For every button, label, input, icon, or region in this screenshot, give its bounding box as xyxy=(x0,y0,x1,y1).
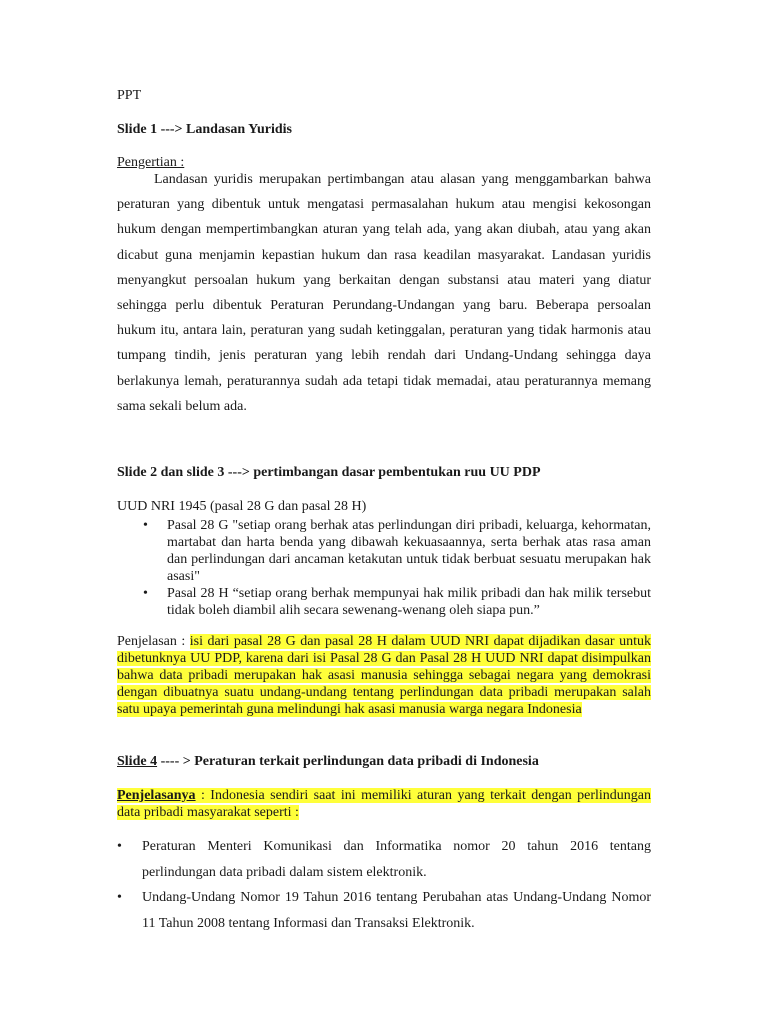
list-item xyxy=(117,585,651,619)
slide4-explanation-text: : Indonesia sendiri saat ini memiliki aturan yang terkait dengan perlindungan data pribadi masyarakat seperti : xyxy=(117,788,651,820)
list-item xyxy=(117,885,651,936)
slide4-explanation-label: Penjelasanya xyxy=(117,788,196,803)
slide4-heading-rest: ---- > Peraturan terkait perlindungan data pribadi di Indonesia xyxy=(157,754,539,769)
slide1-subheading: Pengertian : xyxy=(117,155,185,170)
slide2-explanation xyxy=(117,633,651,718)
bullet-icon: • xyxy=(117,839,122,854)
list-item-text: Undang-Undang Nomor 19 Tahun 2016 tentang Perubahan atas Undang-Undang Nomor 11 Tahun 2008 tentang Informasi dan Transaksi Elektronik. xyxy=(142,890,651,931)
list-item xyxy=(117,834,651,885)
bullet-icon: • xyxy=(143,518,148,533)
bullet-icon: • xyxy=(143,586,148,601)
highlighted-explanation: isi dari pasal 28 G dan pasal 28 H dalam UUD NRI dapat dijadikan dasar untuk dibetunknya UU PDP, karena dari isi Pasal 28 G dan Pasal 28 H UUD NRI dapat disimpulkan bahwa data pribadi merupakan hak asasi manusia sehingga sebagai negara yang demokrasi dengan dibuatnya suatu undang-undang tentang perlindungan data pribadi merupakan salah satu upaya pemerintah guna melindungi hak asasi manusia warga negara Indonesia xyxy=(117,634,651,717)
list-item-text: Pasal 28 G "setiap orang berhak atas perlindungan diri pribadi, keluarga, kehormatan, martabat dan harta benda yang dibawah kekuasaannya, serta berhak atas rasa aman dan perlindungan dari ancaman ketakutan untuk tidak berbuat sesuatu merupakan hak asasi" xyxy=(167,518,651,584)
slide4-heading xyxy=(117,754,539,770)
explanation-label: Penjelasan : xyxy=(117,634,190,649)
list-item-text: Peraturan Menteri Komunikasi dan Informatika nomor 20 tahun 2016 tentang perlindungan data pribadi dalam sistem elektronik. xyxy=(142,839,651,880)
slide4-explanation xyxy=(117,787,651,821)
list-item xyxy=(117,517,651,585)
slide2-heading: Slide 2 dan slide 3 ---> pertimbangan dasar pembentukan ruu UU PDP xyxy=(117,465,541,480)
slide2-intro: UUD NRI 1945 (pasal 28 G dan pasal 28 H) xyxy=(117,499,367,514)
slide2-bullet-list xyxy=(117,517,651,619)
bullet-icon: • xyxy=(117,890,122,905)
list-item-text: Pasal 28 H “setiap orang berhak mempunyai hak milik pribadi dan hak milik tersebut tidak boleh diambil alih secara sewenang-wenang oleh siapa pun.” xyxy=(167,586,651,618)
slide1-paragraph: Landasan yuridis merupakan pertimbangan atau alasan yang menggambarkan bahwa peraturan yang dibentuk untuk mengatasi permasalahan hukum atau mengisi kekosongan hukum dengan mempertimbangkan aturan yang telah ada, yang akan diubah, atau yang akan dicabut guna menjamin kepastian hukum dan rasa keadilan masyarakat. Landasan yuridis menyangkut persoalan hukum yang berkaitan dengan substansi atau materi yang diatur sehingga perlu dibentuk Peraturan Perundang-Undangan yang baru. Beberapa persoalan hukum itu, antara lain, peraturan yang sudah ketinggalan, peraturan yang tidak harmonis atau tumpang tindih, jenis peraturan yang lebih rendah dari Undang-Undang sehingga daya berlakunya lemah, peraturannya sudah ada tetapi tidak memadai, atau peraturannya memang sama sekali belum ada. xyxy=(117,172,651,414)
slide1-heading: Slide 1 ---> Landasan Yuridis xyxy=(117,122,292,137)
ppt-label: PPT xyxy=(117,88,142,103)
slide4-bullet-list xyxy=(117,834,651,936)
slide4-heading-label: Slide 4 xyxy=(117,754,158,769)
